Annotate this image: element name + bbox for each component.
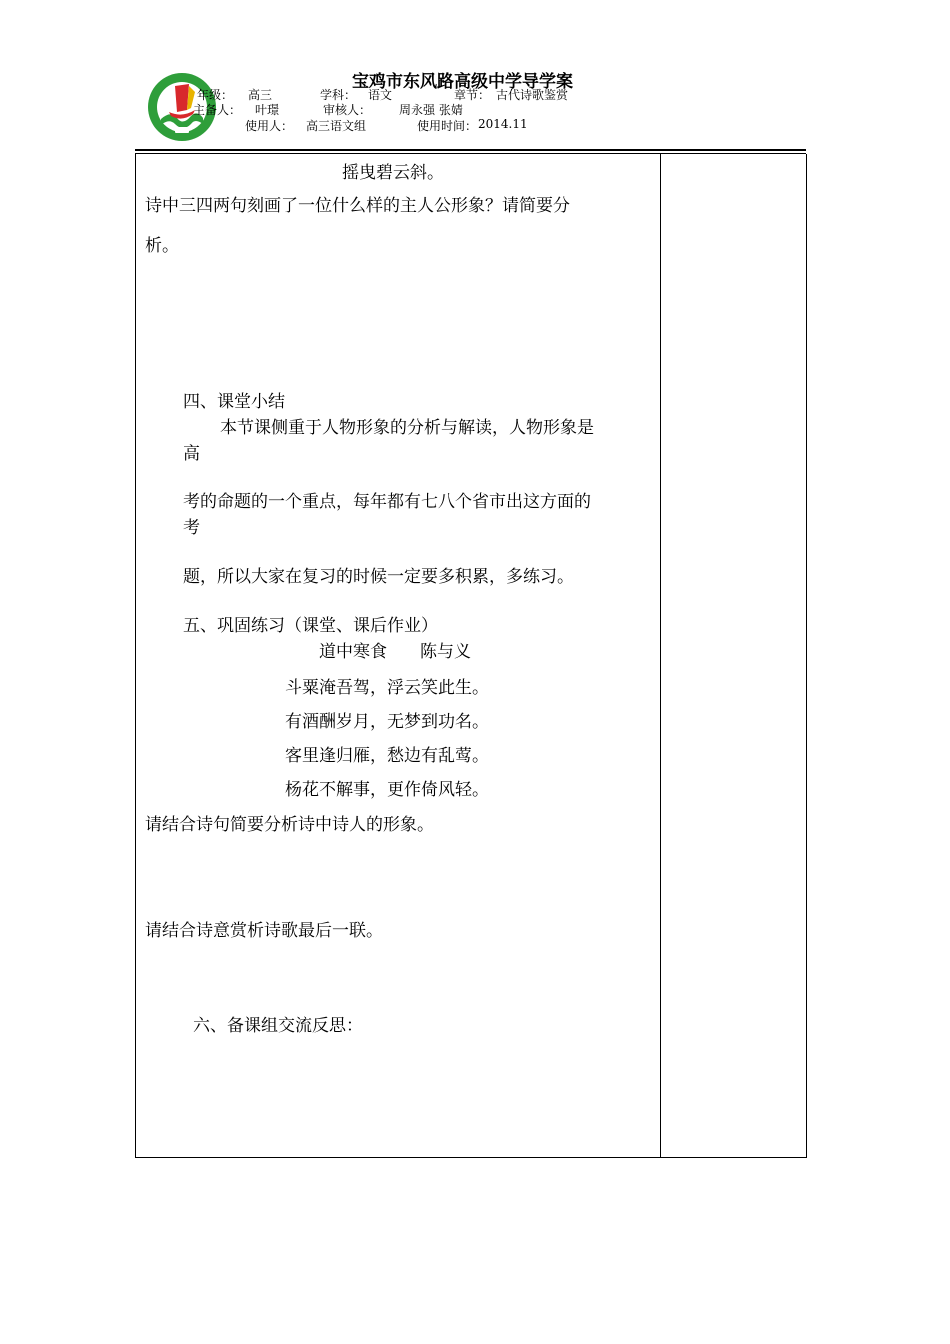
user-value: 高三语文组 <box>306 119 367 133</box>
poem-author: 陈与义 <box>420 642 471 662</box>
header-rule-thick <box>135 149 806 151</box>
notes-column-divider <box>660 154 661 1158</box>
grade-label: 年级： <box>197 88 234 102</box>
poem-title: 道中寒食 <box>319 642 387 662</box>
subject-value: 语文 <box>368 88 393 102</box>
summary-line2: 高 <box>183 444 200 464</box>
poem-line: 有酒酬岁月，无梦到功名。 <box>285 712 489 732</box>
section5-title: 五、巩固练习（课堂、课后作业） <box>183 616 438 636</box>
reviewer-label: 审核人： <box>323 103 372 117</box>
summary-line1: 本节课侧重于人物形象的分析与解读，人物形象是 <box>220 418 594 438</box>
chapter-value: 古代诗歌鉴赏 <box>496 88 569 102</box>
author-value: 叶璟 <box>255 103 280 117</box>
summary-line5: 题，所以大家在复习的时候一定要多积累，多练习。 <box>183 567 574 587</box>
chapter-label: 章节： <box>454 88 491 102</box>
poem-line: 斗粟淹吾驾，浮云笑此生。 <box>285 678 489 698</box>
summary-line4: 考 <box>183 518 200 538</box>
question3: 请结合诗意赏析诗歌最后一联。 <box>145 921 383 941</box>
lesson-table <box>135 154 807 1158</box>
author-label: 主备人： <box>193 103 242 117</box>
school-title: 宝鸡市东风路高级中学导学案 <box>352 72 573 92</box>
time-label: 使用时间： <box>417 119 478 133</box>
summary-line3: 考的命题的一个重点，每年都有七八个省市出这方面的 <box>183 492 591 512</box>
poem-line: 杨花不解事，更作倚风轻。 <box>285 780 489 800</box>
user-label: 使用人： <box>245 119 294 133</box>
subject-label: 学科： <box>320 88 357 102</box>
poem-tail-line: 摇曳碧云斜。 <box>342 163 444 183</box>
time-value: 2014.11 <box>478 117 528 131</box>
question1-line2: 析。 <box>145 236 179 256</box>
poem-line: 客里逢归雁，愁边有乱莺。 <box>285 746 489 766</box>
question1-line1: 诗中三四两句刻画了一位什么样的主人公形象？请简要分 <box>145 196 570 216</box>
question2: 请结合诗句简要分析诗中诗人的形象。 <box>145 815 434 835</box>
reviewer-value: 周永强 张婧 <box>399 103 463 117</box>
grade-value: 高三 <box>248 88 273 102</box>
section4-title: 四、课堂小结 <box>183 392 285 412</box>
section6-title: 六、备课组交流反思： <box>193 1016 363 1036</box>
